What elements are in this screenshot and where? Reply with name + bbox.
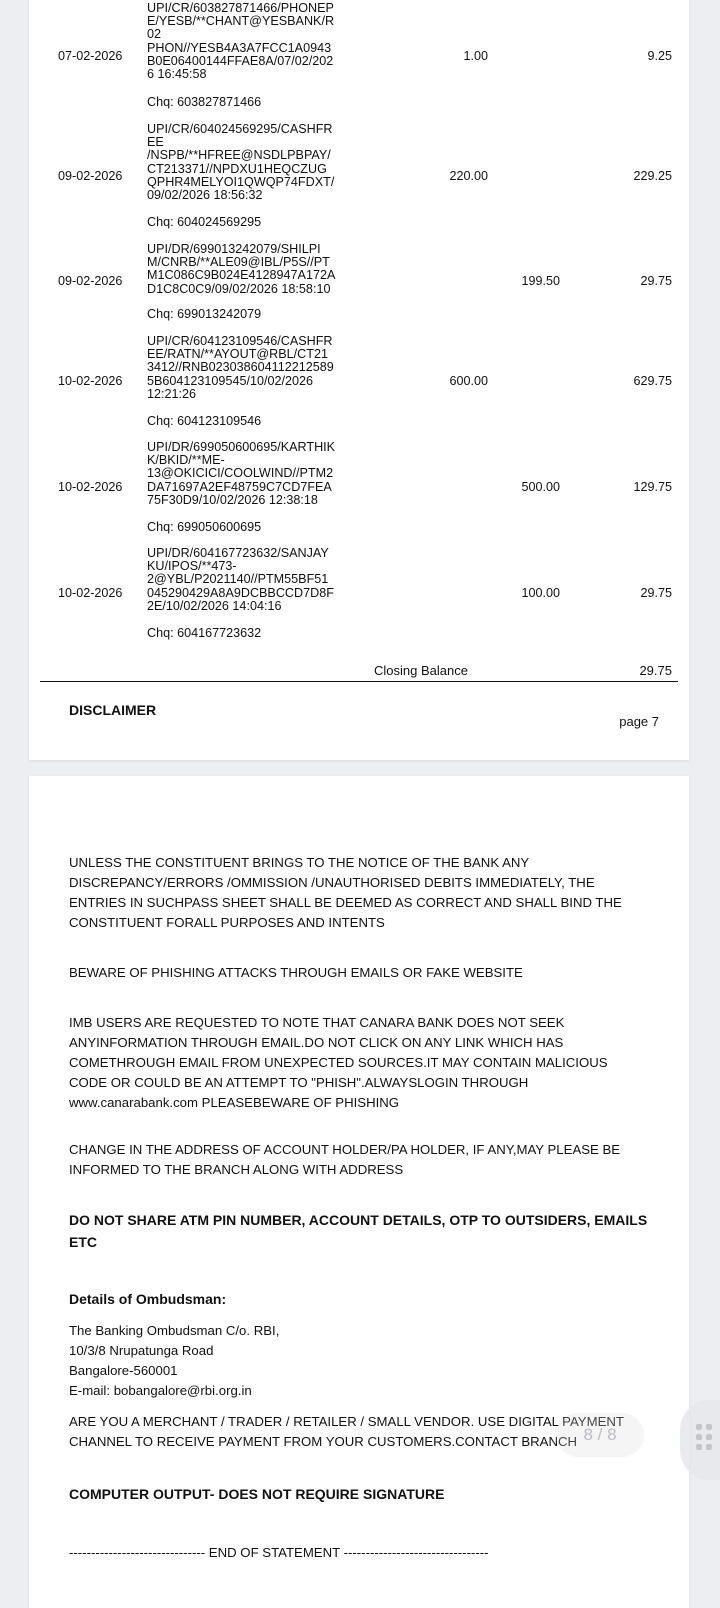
transaction-balance: 129.75 <box>633 480 672 494</box>
cheque-number: Chq: 603827871466 <box>147 95 262 109</box>
transaction-date: 10-02-2026 <box>58 586 123 600</box>
closing-divider <box>40 681 678 682</box>
cheque-number: Chq: 604123109546 <box>147 414 262 428</box>
transaction-date: 07-02-2026 <box>58 49 123 63</box>
transaction-debit: 100.00 <box>521 586 560 600</box>
transaction-description: UPI/CR/604024569295/CASHFR EE /NSPB/**HFREE@NSDLPBPAY/ CT213371//NPDXU1HEQCZUG QPHR4MELYOI1QWQP74FDXT/ 09/02/2026 18:56:32 <box>147 122 335 203</box>
statement-page-7 <box>29 0 689 760</box>
transaction-date: 09-02-2026 <box>58 169 123 183</box>
transaction-balance: 629.75 <box>633 374 672 388</box>
transaction-description: UPI/DR/604167723632/SANJAY KU/IPOS/**473- 2@YBL/P2021140//PTM55BF51 045290429A8A9DCBBCCD7D8F 2E/10/02/2026 14:04:16 <box>147 546 334 613</box>
transaction-credit: 600.00 <box>449 374 488 388</box>
transaction-credit: 220.00 <box>449 169 488 183</box>
transaction-description: UPI/CR/604123109546/CASHFR EE/RATN/**AYOUT@RBL/CT21 3412//RNB023038604112212589 5B604123109545/10/02/2026 12:21:26 <box>147 334 334 401</box>
ombudsman-line: The Banking Ombudsman C/o. RBI, <box>69 1323 280 1338</box>
grip-dots-icon[interactable] <box>680 1400 720 1480</box>
transaction-balance: 29.75 <box>640 586 672 600</box>
transaction-date: 09-02-2026 <box>58 274 123 288</box>
ombudsman-heading: Details of Ombudsman: <box>69 1291 227 1307</box>
page-number: page 7 <box>619 714 659 729</box>
cheque-number: Chq: 699013242079 <box>147 307 262 321</box>
transaction-balance: 229.25 <box>633 169 672 183</box>
disclaimer-heading: DISCLAIMER <box>69 702 157 718</box>
cheque-number: Chq: 699050600695 <box>147 520 262 534</box>
transaction-debit: 500.00 <box>521 480 560 494</box>
cheque-number: Chq: 604167723632 <box>147 626 262 640</box>
disclaimer-paragraph-phishing: BEWARE OF PHISHING ATTACKS THROUGH EMAILS OR FAKE WEBSITE <box>69 965 523 980</box>
ombudsman-email: E-mail: bobangalore@rbi.org.in <box>69 1383 252 1398</box>
transaction-balance: 9.25 <box>647 49 672 63</box>
disclaimer-paragraph-address: CHANGE IN THE ADDRESS OF ACCOUNT HOLDER/PA HOLDER, IF ANY,MAY PLEASE BE INFORMED TO THE BRANCH ALONG WITH ADDRESS <box>69 1142 621 1177</box>
transaction-debit: 199.50 <box>521 274 560 288</box>
cheque-number: Chq: 604024569295 <box>147 215 262 229</box>
closing-balance-value: 29.75 <box>639 663 672 678</box>
transaction-date: 10-02-2026 <box>58 374 123 388</box>
ombudsman-line: 10/3/8 Nrupatunga Road <box>69 1343 214 1358</box>
computer-output-note: COMPUTER OUTPUT- DOES NOT REQUIRE SIGNATURE <box>69 1486 445 1502</box>
transaction-description: UPI/DR/699050600695/KARTHIK K/BKID/**ME- 13@OKICICI/COOLWIND//PTM2 DA71697A2EF48759C7CD7FEA 75F30D9/10/02/2026 12:38:18 <box>147 440 336 507</box>
end-of-statement: ------------------------------- END OF STATEMENT --------------------------------- <box>69 1545 489 1560</box>
transaction-date: 10-02-2026 <box>58 480 123 494</box>
statement-page-8 <box>29 776 689 1608</box>
ombudsman-line: Bangalore-560001 <box>69 1363 178 1378</box>
disclaimer-paragraph-merchant: ARE YOU A MERCHANT / TRADER / RETAILER / SMALL VENDOR. USE DIGITAL PAYMENT CHANNEL TO RECEIVE PAYMENT FROM YOUR CUSTOMERS.CONTACT BRANCH <box>69 1414 624 1449</box>
transaction-description: UPI/DR/699013242079/SHILPI M/CNRB/**ALE09@IBL/P5S//PT M1C086C9B024E4128947A172A D1C8C0C9/09/02/2026 18:58:10 <box>147 242 336 296</box>
disclaimer-paragraph-atm: DO NOT SHARE ATM PIN NUMBER, ACCOUNT DETAILS, OTP TO OUTSIDERS, EMAILS ETC <box>69 1212 648 1250</box>
transaction-description: UPI/CR/603827871466/PHONEP E/YESB/**CHANT@YESBANK/R 02 PHON//YESB4A3A7FCC1A0943 B0E06400144FFAE8A/07/02/202 6 16:45:58 <box>147 1 335 82</box>
page-indicator: 8 / 8 <box>556 1413 644 1457</box>
disclaimer-paragraph-imb: IMB USERS ARE REQUESTED TO NOTE THAT CANARA BANK DOES NOT SEEK ANYINFORMATION THROUGH EMAIL.DO NOT CLICK ON ANY LINK WHICH HAS COMETHROUGH EMAIL FROM UNEXPECTED SOURCES.IT MAY CONTAIN MALICIOUS CODE OR COULD BE AN ATTEMPT TO "PHISH".ALWAYSLOGIN THROUGH www.canarabank.com PLEASEBEWARE OF PHISHING <box>69 1015 608 1110</box>
transaction-credit: 1.00 <box>463 49 488 63</box>
transaction-balance: 29.75 <box>640 274 672 288</box>
closing-balance-label: Closing Balance <box>374 663 468 678</box>
disclaimer-paragraph-notice: UNLESS THE CONSTITUENT BRINGS TO THE NOTICE OF THE BANK ANY DISCREPANCY/ERRORS /OMMISSION /UNAUTHORISED DEBITS IMMEDIATELY, THE ENTRIES IN SUCHPASS SHEET SHALL BE DEEMED AS CORRECT AND SHALL BIND THE CONSTITUENT FORALL PURPOSES AND INTENTS <box>69 855 622 930</box>
